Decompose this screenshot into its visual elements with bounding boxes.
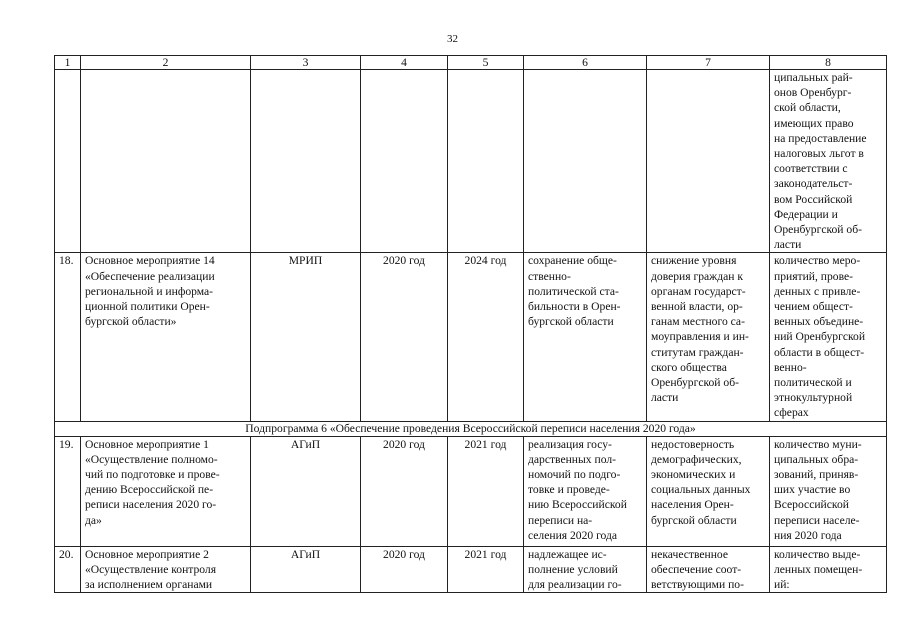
executor-cell: МРИП bbox=[251, 253, 361, 421]
result-cell bbox=[524, 70, 647, 253]
end-cell bbox=[448, 70, 524, 253]
column-header: 5 bbox=[448, 56, 524, 70]
table-row bbox=[55, 436, 887, 546]
indicator-cell: количество муни- ципальных обра- зований, приняв- ших участие во Всероссийской переписи населе- ния 2020 года bbox=[770, 436, 887, 546]
program-table bbox=[54, 55, 887, 593]
table-row bbox=[55, 546, 887, 593]
column-header: 7 bbox=[647, 56, 770, 70]
row-number bbox=[55, 70, 81, 253]
row-number: 19. bbox=[55, 436, 81, 546]
executor-cell: АГиП bbox=[251, 546, 361, 593]
start-cell: 2020 год bbox=[361, 253, 448, 421]
end-cell: 2024 год bbox=[448, 253, 524, 421]
end-cell: 2021 год bbox=[448, 436, 524, 546]
consequences-cell: недостоверность демографических, экономических и социальных данных населения Орен- бургской области bbox=[647, 436, 770, 546]
column-header: 8 bbox=[770, 56, 887, 70]
executor-cell bbox=[251, 70, 361, 253]
result-cell: реализация госу- дарственных пол- номочий по подго- товке и проведе- нию Всероссийской переписи на- селения 2020 года bbox=[524, 436, 647, 546]
event-cell bbox=[81, 70, 251, 253]
consequences-cell bbox=[647, 70, 770, 253]
row-number: 18. bbox=[55, 253, 81, 421]
start-cell bbox=[361, 70, 448, 253]
column-header: 4 bbox=[361, 56, 448, 70]
consequences-cell: снижение уровня доверия граждан к органам государст- венной власти, ор- ганам местного са- моуправления и ин- ститутам граждан- ского общества Оренбургской об- ласти bbox=[647, 253, 770, 421]
row-number: 20. bbox=[55, 546, 81, 593]
table-row bbox=[55, 253, 887, 421]
page-number: 32 bbox=[447, 33, 458, 45]
event-cell: Основное мероприятие 2 «Осуществление контроля за исполнением органами bbox=[81, 546, 251, 593]
event-cell: Основное мероприятие 1 «Осуществление полномо- чий по подготовке и прове- дению Всероссийской пе- реписи населения 2020 го- да» bbox=[81, 436, 251, 546]
executor-cell: АГиП bbox=[251, 436, 361, 546]
table-header-row bbox=[55, 56, 887, 70]
result-cell: сохранение обще- ственно- политической ста- бильности в Орен- бургской области bbox=[524, 253, 647, 421]
start-cell: 2020 год bbox=[361, 436, 448, 546]
result-cell: надлежащее ис- полнение условий для реализации го- bbox=[524, 546, 647, 593]
column-header: 1 bbox=[55, 56, 81, 70]
column-header: 3 bbox=[251, 56, 361, 70]
column-header: 6 bbox=[524, 56, 647, 70]
table-row bbox=[55, 70, 887, 253]
indicator-cell: количество выде- ленных помещен- ий: bbox=[770, 546, 887, 593]
subprogram-row bbox=[55, 421, 887, 436]
event-cell: Основное мероприятие 14 «Обеспечение реализации региональной и информа- ционной политики Орен- бургской области» bbox=[81, 253, 251, 421]
end-cell: 2021 год bbox=[448, 546, 524, 593]
subprogram-title: Подпрограмма 6 «Обеспечение проведения Всероссийской переписи населения 2020 года» bbox=[55, 421, 887, 436]
indicator-cell: количество меро- приятий, прове- денных с привле- чением общест- венных объедине- ний Оренбургской области в общест- венно- политической и этнокультурной сферах bbox=[770, 253, 887, 421]
column-header: 2 bbox=[81, 56, 251, 70]
consequences-cell: некачественное обеспечение соот- ветствующими по- bbox=[647, 546, 770, 593]
start-cell: 2020 год bbox=[361, 546, 448, 593]
indicator-cell: ципальных рай- онов Оренбург- ской области, имеющих право на предоставление налоговых льгот в соответствии с законодательст- вом Российской Федерации и Оренбургской об- ласти bbox=[770, 70, 887, 253]
